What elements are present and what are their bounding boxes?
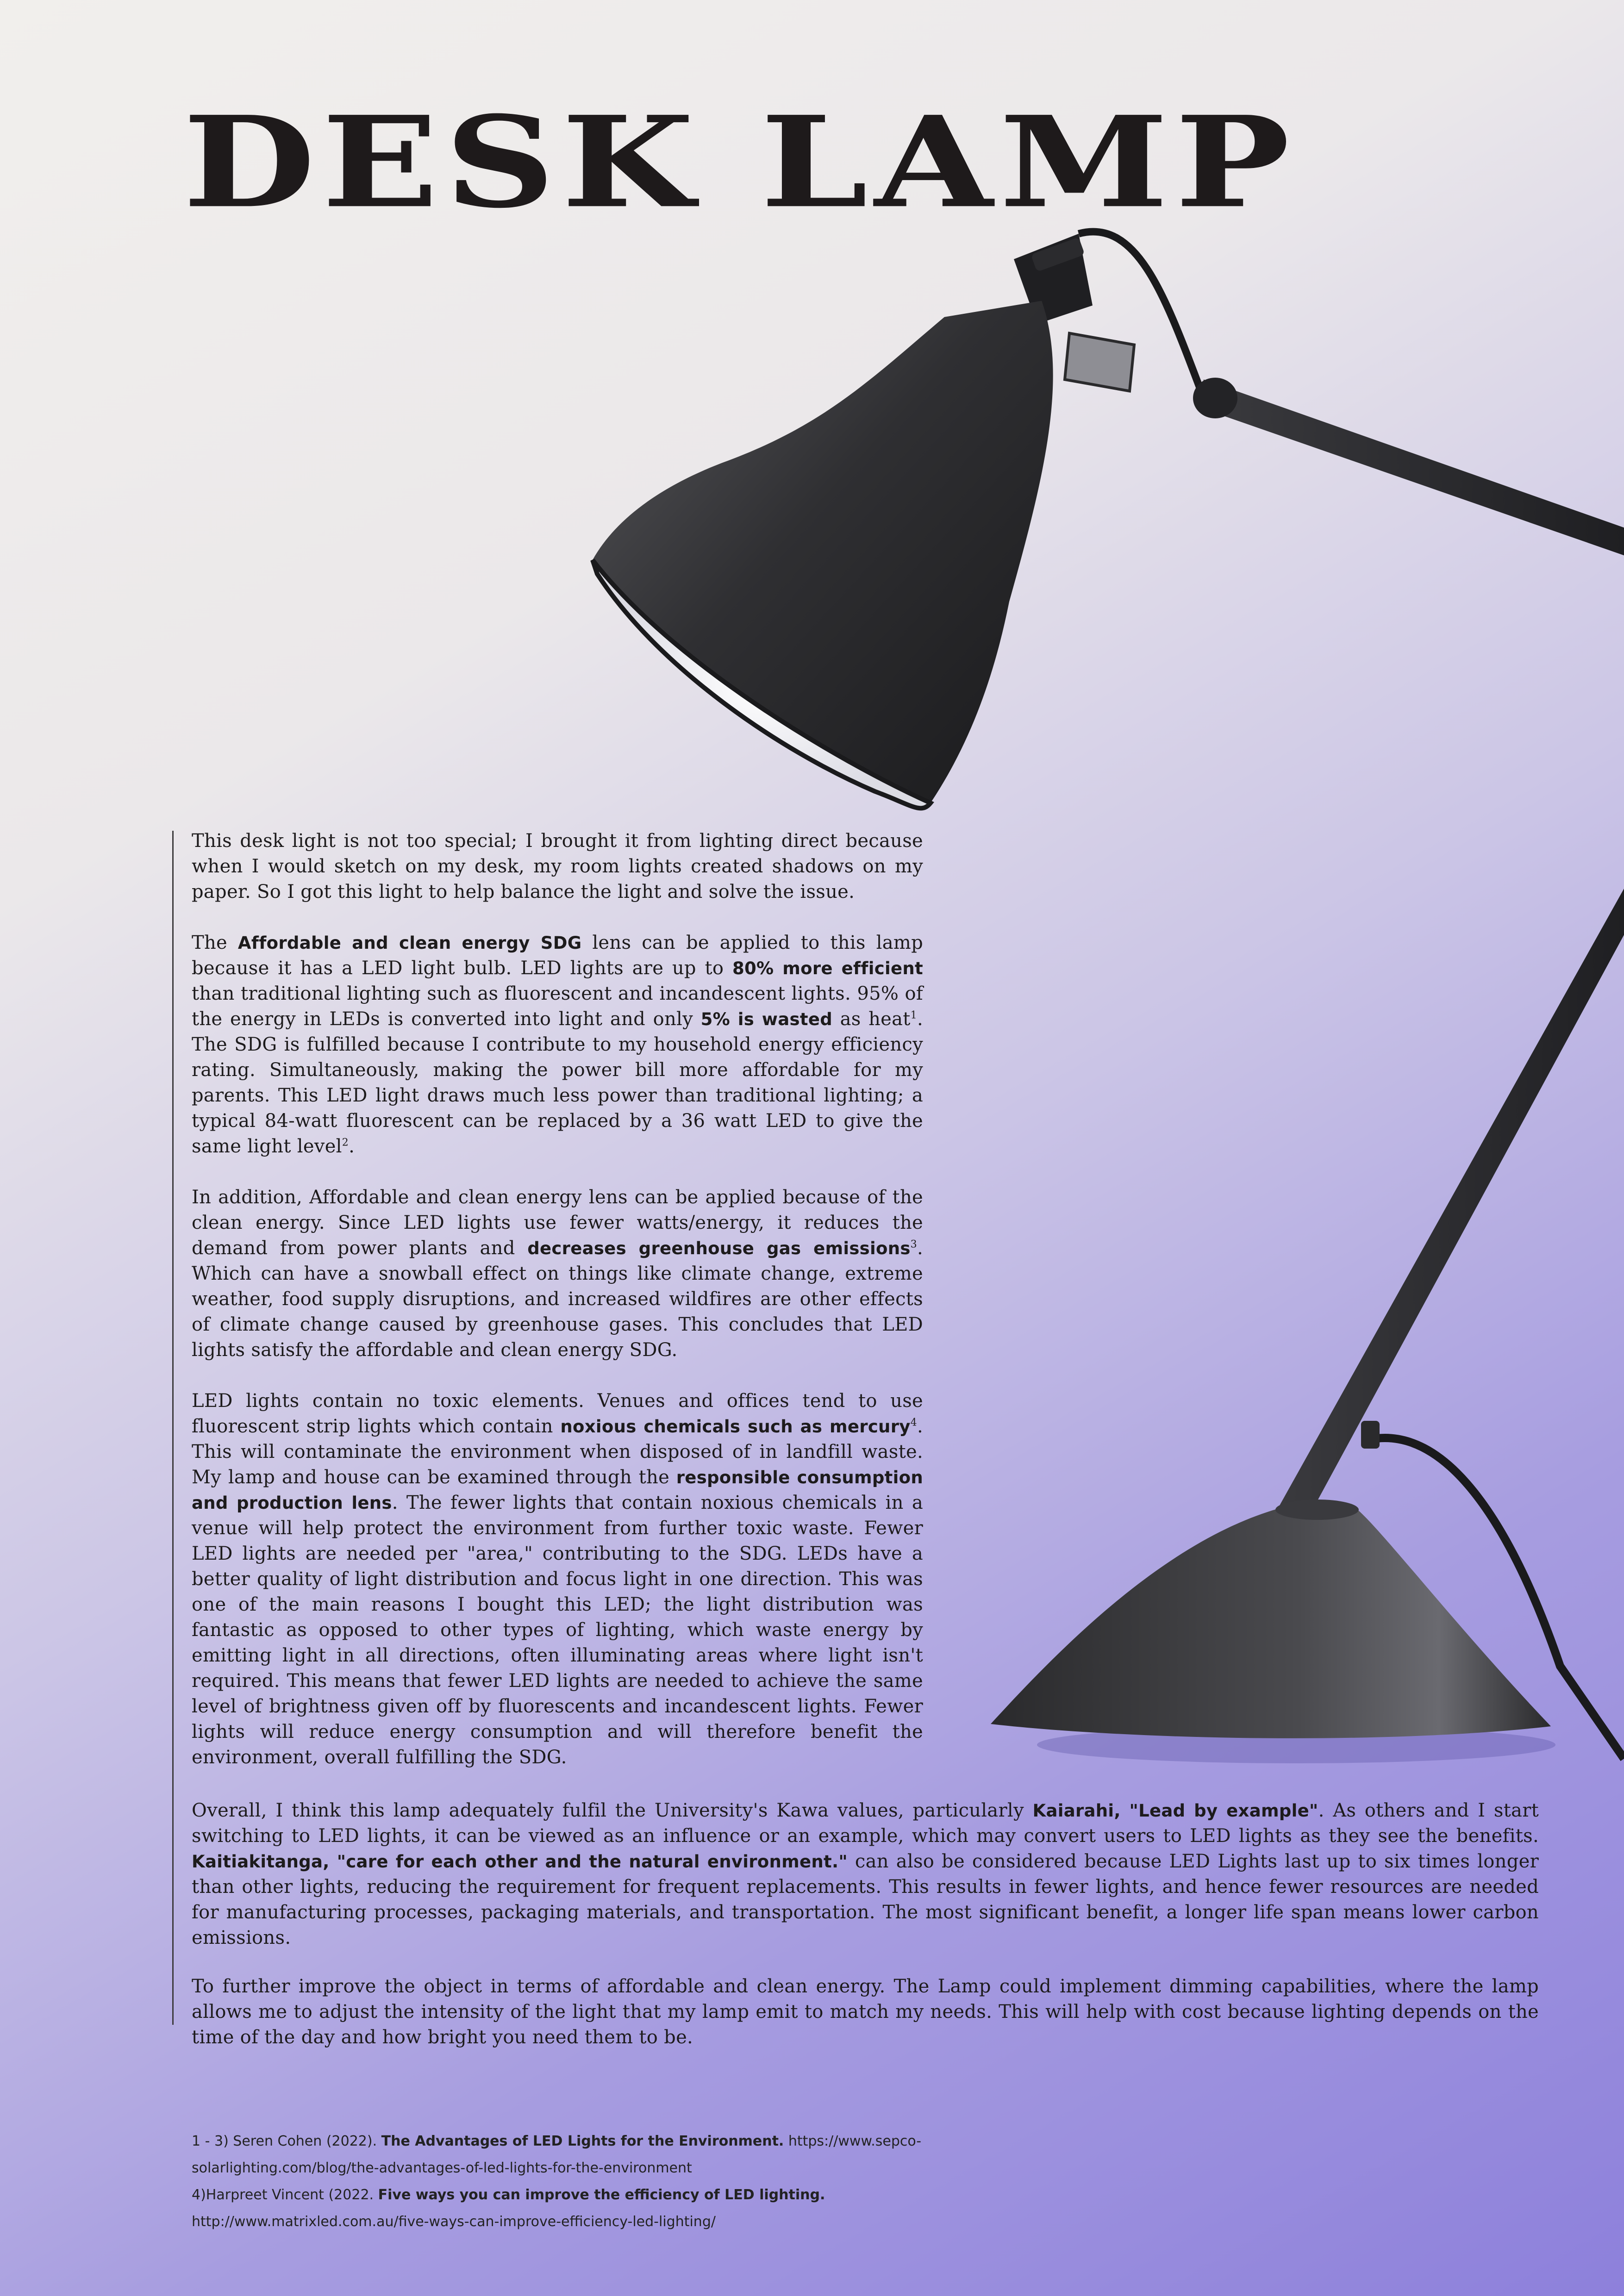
highlight: Kaitiakitanga, "care for each other and the natural environment."	[192, 1852, 848, 1872]
text-run: can also be considered because LED Lights last up to six times longer than other lights, reducing the requirement for frequent replacements. This results in fewer lights, and hence fewer resources are needed for manufacturing processes, packaging materials, and transportation. The most significant benefit, a longer life span means lower carbon emissions.	[192, 1851, 1539, 1948]
text-run: LED lights contain no toxic elements. Venues and offices tend to use fluorescent strip lights which contain	[192, 1390, 923, 1437]
text-run: than traditional lighting such as fluorescent and incandescent lights. 95% of the energy in LEDs is converted into light and only	[192, 983, 923, 1030]
text-run: . Which can have a snowball effect on things like climate change, extreme weather, food supply disruptions, and increased wildfires are other effects of climate change caused by greenhouse gases. This concludes that LED lights satisfy the affordable and clean energy SDG.	[192, 1238, 923, 1361]
reference-item	[192, 2182, 923, 2235]
upper-arm	[1199, 380, 1624, 555]
reference-title: Five ways you can improve the efficiency of LED lighting.	[378, 2187, 825, 2203]
clean-energy-paragraph	[192, 1185, 923, 1363]
reference-link[interactable]: https://www.sepco-solarlighting.com/blog/the-advantages-of-led-lights-for-the-environment	[192, 2133, 922, 2176]
highlight: decreases greenhouse gas emissions	[527, 1238, 911, 1258]
footnote-ref: 2	[342, 1137, 349, 1149]
intro-paragraph: This desk light is not too special; I brought it from lighting direct because when I would sketch on my desk, my room lights created shadows on my paper. So I got this light to help balance the light and solve the issue.	[192, 830, 923, 902]
text-run: In addition, Affordable and clean energy lens can be applied because of the clean energy. Since LED lights use fewer watts/energy, it reduces the demand from power plants and	[192, 1187, 923, 1259]
footnote-ref: 3	[910, 1238, 917, 1251]
text-run: as heat	[832, 1008, 911, 1030]
highlight: responsible consumption and production lens	[192, 1468, 923, 1513]
improvement-paragraph: To further improve the object in terms of affordable and clean energy. The Lamp could implement dimming capabilities, where the lamp allows me to adjust the intensity of the light that my lamp emit to match my needs. This will help with cost because lighting depends on the time of the day and how bright you need them to be.	[192, 1976, 1539, 2048]
footnote-ref: 4	[910, 1417, 917, 1429]
lamp-base	[991, 1509, 1551, 1738]
lamp-shade	[593, 301, 1053, 803]
reference-author: 4)Harpreet Vincent (2022.	[192, 2187, 378, 2203]
text-run: .	[349, 1136, 355, 1157]
lower-arm	[1278, 889, 1624, 1523]
highlight: Kaiarahi, "Lead by example"	[1032, 1801, 1318, 1821]
text-run: lens can be applied to this lamp because it has a LED light bulb. LED lights are up to	[192, 932, 924, 979]
margin-rule	[172, 831, 174, 2025]
highlight: 80% more efficient	[732, 958, 924, 978]
text-run: The	[192, 932, 238, 953]
text-run: . This will contaminate the environment when disposed of in landfill waste. My lamp and house can be examined through the	[192, 1416, 923, 1488]
cable-grommet	[1361, 1421, 1380, 1449]
references	[192, 2128, 923, 2235]
energy-paragraph	[192, 930, 923, 1159]
text-run: Overall, I think this lamp adequately fulfil the University's Kawa values, particularly	[192, 1800, 1033, 1821]
shade-clip	[1065, 333, 1134, 391]
conclusion-column	[192, 1798, 1539, 2073]
page-title: DESK LAMP	[183, 88, 1297, 236]
highlight: 5% is wasted	[700, 1009, 832, 1029]
overall-paragraph	[192, 1798, 1539, 1951]
reference-item	[192, 2128, 923, 2182]
reference-author: 1 - 3) Seren Cohen (2022).	[192, 2133, 381, 2149]
base-top	[1275, 1500, 1359, 1520]
toxic-paragraph	[192, 1388, 923, 1770]
highlight: noxious chemicals such as mercury	[560, 1417, 911, 1437]
text-run: . The fewer lights that contain noxious chemicals in a venue will help protect the environment from further toxic waste. Fewer LED lights are needed per "area," contributing to the SDG. LEDs have a better quality of light distribution and focus light in one direction. This was one of the main reasons I bought this LED; the light distribution was fantastic as opposed to other types of lighting, which waste energy by emitting light in all directions, often illuminating areas where light isn't required. This means that fewer LED lights are needed to achieve the same level of brightness given off by fluorescents and incandescent lights. Fewer lights will reduce energy consumption and will therefore benefit the environment, overall fulfilling the SDG.	[192, 1492, 923, 1768]
reference-title: The Advantages of LED Lights for the Environment.	[381, 2133, 784, 2149]
arm-joint	[1193, 378, 1237, 418]
body-column	[192, 828, 923, 1796]
text-run: . The SDG is fulfilled because I contribute to my household energy efficiency rating. Simultaneously, making the power bill more affordable for my parents. This LED light draws much less power than traditional lighting; a typical 84-watt fluorescent can be replaced by a 36 watt LED to give the same light level	[192, 1008, 923, 1157]
footnote-ref: 1	[910, 1009, 917, 1021]
highlight: Affordable and clean energy SDG	[237, 933, 582, 953]
text-run: . As others and I start switching to LED lights, it can be viewed as an influence or an example, which may convert users to LED lights as they see the benefits.	[192, 1800, 1539, 1847]
reference-link[interactable]: http://www.matrixled.com.au/five-ways-can-improve-efficiency-led-lighting/	[192, 2214, 716, 2230]
